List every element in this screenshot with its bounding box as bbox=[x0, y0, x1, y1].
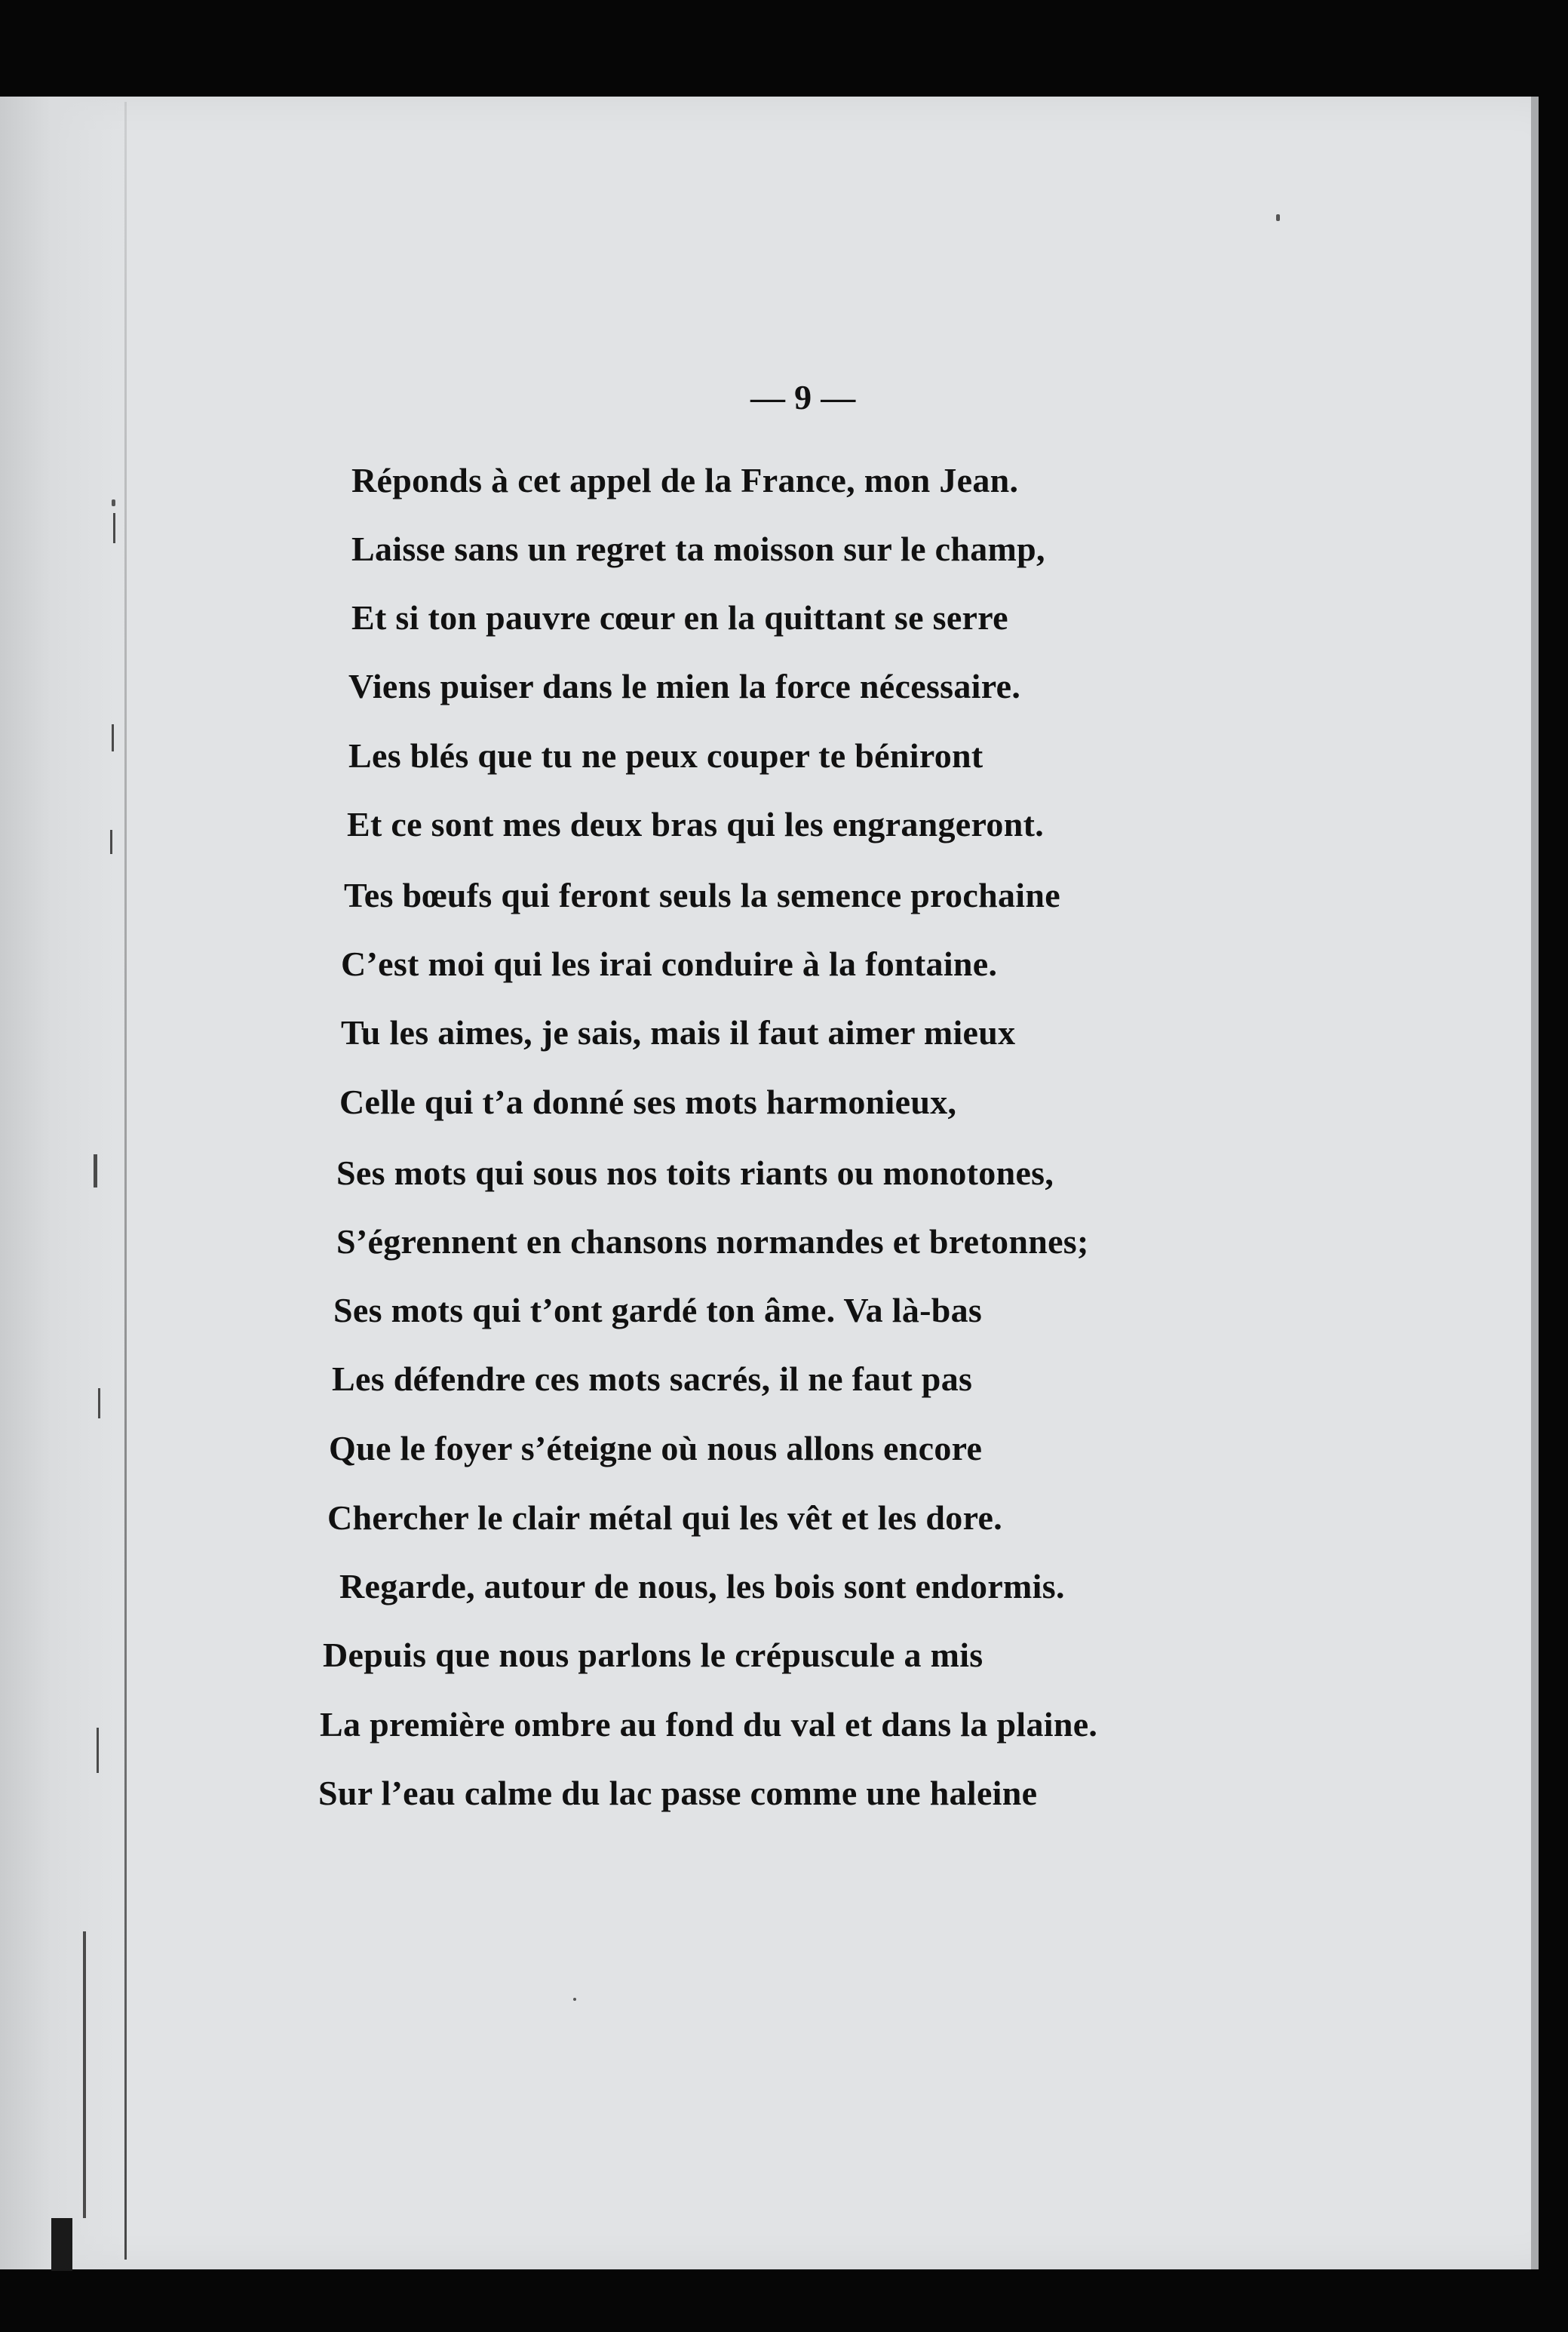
verse-line: Ses mots qui t’ont gardé ton âme. Va là-bas bbox=[333, 1291, 983, 1329]
page-number: — 9 — bbox=[750, 378, 856, 416]
verse-line: Celle qui t’a donné ses mots harmonieux, bbox=[339, 1083, 957, 1121]
verse-line: Ses mots qui sous nos toits riants ou monotones, bbox=[336, 1154, 1054, 1192]
verse-line: Que le foyer s’éteigne où nous allons encore bbox=[329, 1429, 983, 1467]
verse-line: Viens puiser dans le mien la force nécessaire. bbox=[348, 667, 1021, 705]
verse-line: C’est moi qui les irai conduire à la fontaine. bbox=[341, 945, 998, 983]
verse-line: Sur l’eau calme du lac passe comme une haleine bbox=[318, 1774, 1038, 1812]
verse-line: Les blés que tu ne peux couper te béniront bbox=[348, 736, 983, 775]
verse-line: Laisse sans un regret ta moisson sur le champ, bbox=[351, 530, 1045, 568]
verse-line: S’égrennent en chansons normandes et bretonnes; bbox=[336, 1222, 1089, 1261]
verse-line: Tes bœufs qui feront seuls la semence prochaine bbox=[344, 876, 1060, 914]
verse-line: Regarde, autour de nous, les bois sont endormis. bbox=[339, 1567, 1065, 1605]
verse-line: Réponds à cet appel de la France, mon Jean. bbox=[351, 461, 1019, 499]
verse-line: Chercher le clair métal qui les vêt et les dore. bbox=[327, 1498, 1003, 1537]
verse-line: La première ombre au fond du val et dans la plaine. bbox=[320, 1705, 1098, 1744]
verse-line: Depuis que nous parlons le crépuscule a mis bbox=[323, 1636, 983, 1674]
verse-line: Et ce sont mes deux bras qui les engrangeront. bbox=[347, 805, 1045, 843]
verse-line: Tu les aimes, je sais, mais il faut aimer mieux bbox=[341, 1013, 1016, 1052]
verse-line: Les défendre ces mots sacrés, il ne faut pas bbox=[332, 1360, 973, 1398]
verse-line: Et si ton pauvre cœur en la quittant se serre bbox=[351, 598, 1008, 637]
